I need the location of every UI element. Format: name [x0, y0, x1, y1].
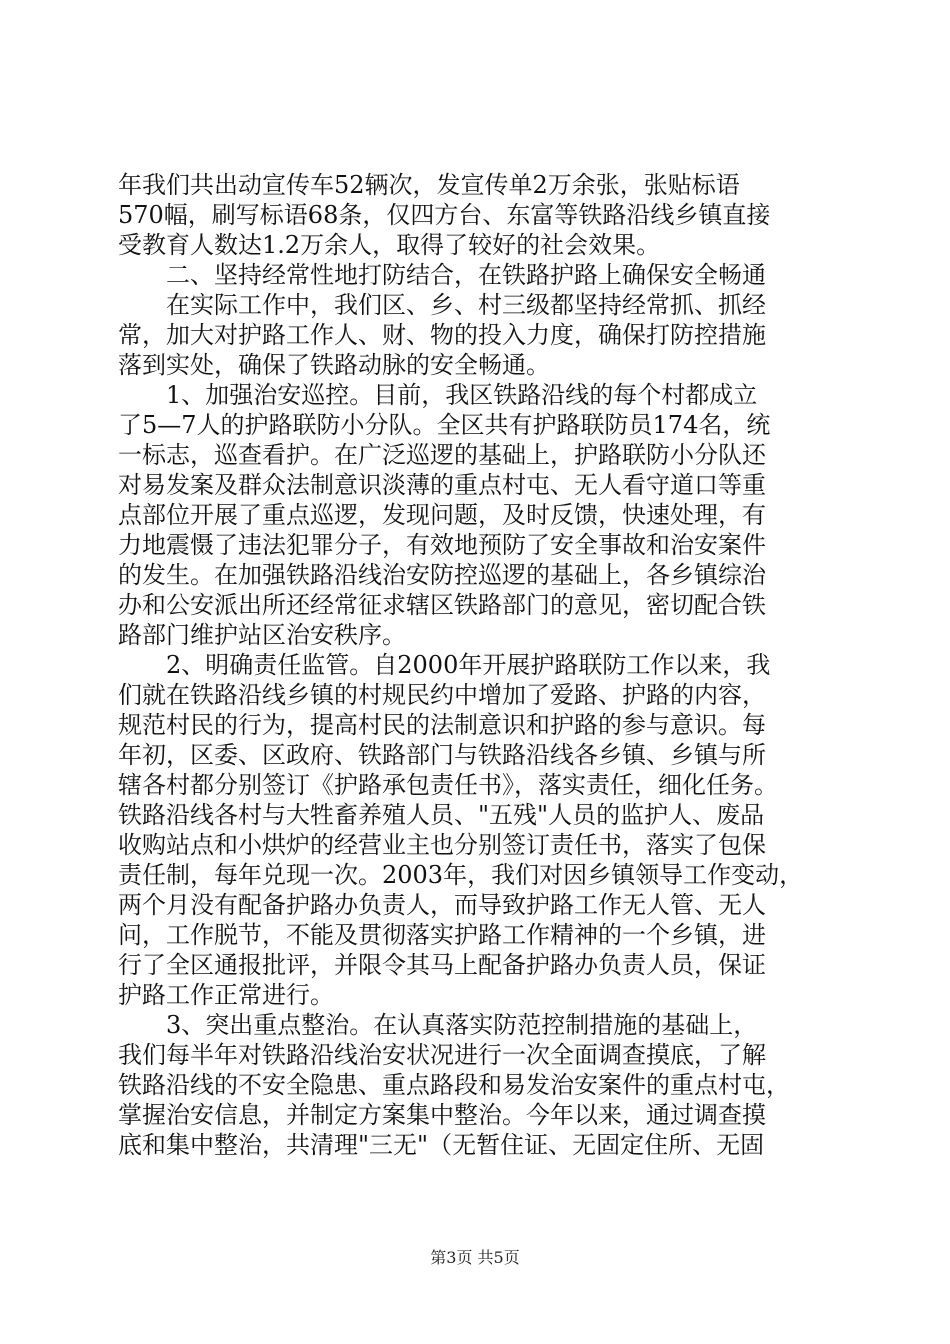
text-line: 落到实处，确保了铁路动脉的安全畅通。: [118, 351, 550, 379]
text-line: 掌握治安信息，并制定方案集中整治。今年以来，通过调查摸: [118, 1101, 766, 1129]
text-line: 规范村民的行为，提高村民的法制意识和护路的参与意识。每: [118, 711, 766, 739]
text-line: 铁路沿线各村与大牲畜养殖人员、"五残"人员的监护人、废品: [118, 801, 765, 829]
text-line: 底和集中整治，共清理"三无"（无暂住证、无固定住所、无固: [118, 1131, 765, 1159]
text-line: 对易发案及群众法制意识淡薄的重点村屯、无人看守道口等重: [118, 471, 766, 499]
text-line: 在实际工作中，我们区、乡、村三级都坚持经常抓、抓经: [118, 291, 766, 319]
text-line: 护路工作正常进行。: [118, 981, 334, 1009]
text-line: 办和公安派出所还经常征求辖区铁路部门的意见，密切配合铁: [118, 591, 766, 619]
text-line: 2、明确责任监管。自2000年开展护路联防工作以来，我: [118, 651, 771, 679]
text-line: 问，工作脱节，不能及贯彻落实护路工作精神的一个乡镇，进: [118, 921, 766, 949]
text-line: 一标志，巡查看护。在广泛巡逻的基础上，护路联防小分队还: [118, 441, 766, 469]
page-number: 第3页 共5页: [430, 1248, 520, 1267]
text-line: 3、突出重点整治。在认真落实防范控制措施的基础上，: [118, 1011, 758, 1039]
document-body: [118, 170, 838, 1160]
text-line: 常，加大对护路工作人、财、物的投入力度，确保打防控措施: [118, 321, 766, 349]
text-line: 责任制，每年兑现一次。2003年，我们对因乡镇领导工作变动，: [118, 861, 804, 889]
text-line: 们就在铁路沿线乡镇的村规民约中增加了爱路、护路的内容，: [118, 681, 766, 709]
text-line: 铁路沿线的不安全隐患、重点路段和易发治安案件的重点村屯，: [118, 1071, 790, 1099]
section-heading: 二、坚持经常性地打防结合，在铁路护路上确保安全畅通: [118, 261, 766, 289]
text-line: 年我们共出动宣传车52辆次，发宣传单2万余张，张贴标语: [118, 171, 740, 199]
text-line: 570幅，刷写标语68条，仅四方台、东富等铁路沿线乡镇直接: [118, 201, 771, 229]
text-line: 受教育人数达1.2万余人，取得了较好的社会效果。: [118, 231, 661, 259]
text-line: 收购站点和小烘炉的经营业主也分别签订责任书，落实了包保: [118, 831, 766, 859]
text-line: 了5—7人的护路联防小分队。全区共有护路联防员174名，统: [118, 411, 771, 439]
text-line: 1、加强治安巡控。目前，我区铁路沿线的每个村都成立: [118, 381, 758, 409]
text-line: 路部门维护站区治安秩序。: [118, 621, 406, 649]
text-line: 两个月没有配备护路办负责人，而导致护路工作无人管、无人: [118, 891, 766, 919]
text-line: 我们每半年对铁路沿线治安状况进行一次全面调查摸底，了解: [118, 1041, 766, 1069]
text-line: 力地震慑了违法犯罪分子，有效地预防了安全事故和治安案件: [118, 531, 766, 559]
text-line: 点部位开展了重点巡逻，发现问题，及时反馈，快速处理，有: [118, 501, 766, 529]
text-line: 行了全区通报批评，并限令其马上配备护路办负责人员，保证: [118, 951, 766, 979]
text-line: 的发生。在加强铁路沿线治安防控巡逻的基础上，各乡镇综治: [118, 561, 766, 589]
text-line: 年初，区委、区政府、铁路部门与铁路沿线各乡镇、乡镇与所: [118, 741, 766, 769]
text-line: 辖各村都分别签订《护路承包责任书》，落实责任，细化任务。: [118, 771, 778, 799]
